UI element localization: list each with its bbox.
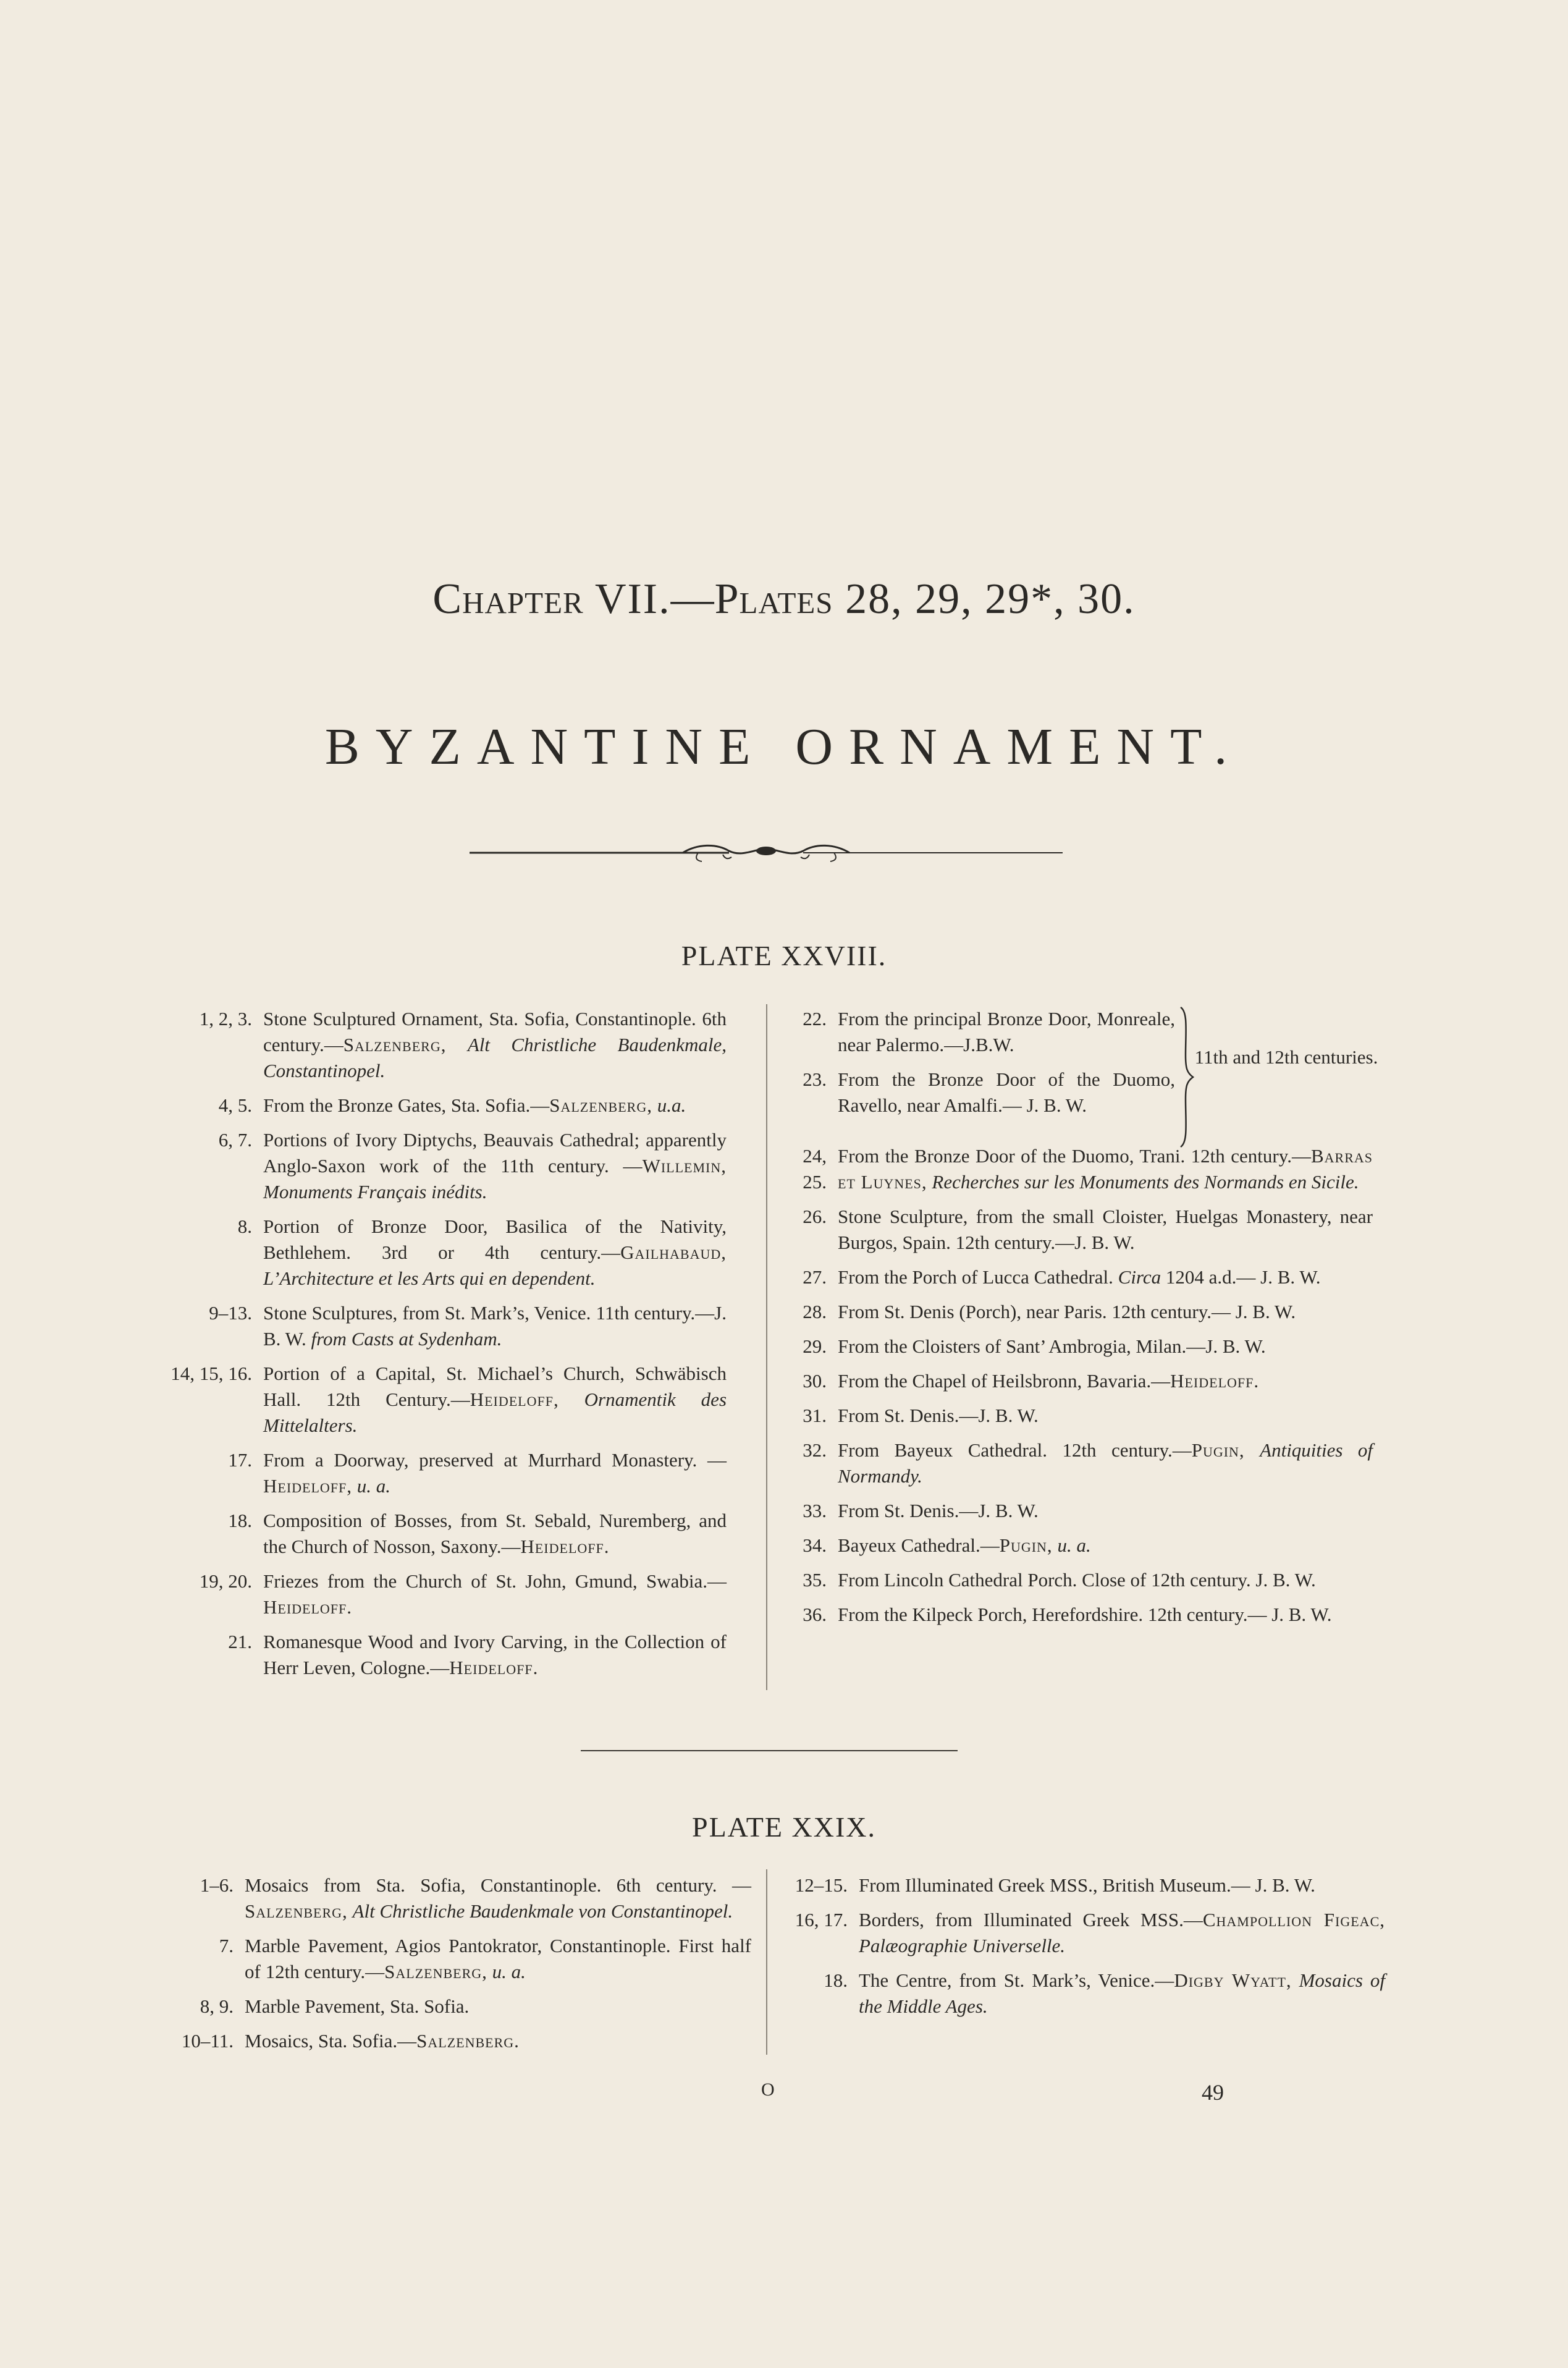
- entry-text: [838, 1567, 1373, 1593]
- list-item: [780, 1498, 1373, 1524]
- chapter-heading: [0, 575, 1568, 624]
- entry-number: 6, 7.: [218, 1129, 252, 1151]
- entry-work-title: Antiquities of Normandy.: [838, 1439, 1373, 1487]
- entry-number: 30.: [803, 1370, 827, 1392]
- list-item: [166, 1568, 727, 1620]
- entry-author: Salzenberg,: [245, 1900, 348, 1922]
- main-title: BYZANTINE ORNAMENT.: [324, 718, 1244, 776]
- entry-work-title: Ornamentik des Mittelalters.: [263, 1389, 727, 1436]
- entry-number: 10–11.: [181, 2030, 234, 2052]
- entry-number: 36.: [803, 1604, 827, 1625]
- entry-number: 22.: [803, 1008, 827, 1030]
- entry-number: 1, 2, 3.: [199, 1008, 252, 1030]
- entry-description: From St. Denis (Porch), near Paris. 12th century.— J. B. W.: [838, 1301, 1296, 1322]
- entry-author: Heideloff.: [263, 1596, 353, 1618]
- entry-description: Portion of Bronze Door, Basilica of the Nativity, Bethlehem. 3rd or 4th century.—: [263, 1216, 727, 1263]
- entry-number: 8, 9.: [200, 1995, 234, 2017]
- entry-number: 9–13.: [209, 1302, 252, 1324]
- entry-number: 29.: [803, 1335, 827, 1357]
- entry-description: From the Cloisters of Sant’ Ambrogia, Milan.—J. B. W.: [838, 1335, 1266, 1357]
- entry-author: Salzenberg,: [384, 1961, 487, 1982]
- entry-number: 16, 17.: [795, 1909, 848, 1930]
- entry-number: 34.: [803, 1534, 827, 1556]
- entry-author: Salzenberg,: [343, 1034, 447, 1055]
- entry-description: From the Bronze Door of the Duomo, Trani. 12th century.—: [838, 1145, 1311, 1167]
- entry-text: [859, 1968, 1385, 2019]
- entry-work-title: Palæographie Universelle.: [859, 1935, 1066, 1956]
- plate-xxix-left-column: [159, 1872, 751, 2063]
- entry-text: [263, 1300, 727, 1352]
- entry-text: [263, 1093, 727, 1118]
- plate-xxviii-right-column: [780, 1143, 1373, 1636]
- list-item: [780, 1437, 1373, 1489]
- entry-number: 28.: [803, 1301, 827, 1322]
- page-number: 49: [1202, 2080, 1224, 2105]
- list-item: [780, 1533, 1373, 1558]
- plate-xxix-heading: PLATE XXIX.: [692, 1811, 876, 1843]
- entry-number: 4, 5.: [218, 1094, 252, 1116]
- entry-description: From St. Denis.—J. B. W.: [838, 1500, 1039, 1521]
- list-item: [780, 1567, 1373, 1593]
- list-item: [159, 1994, 751, 2019]
- entry-author: Pugin,: [999, 1534, 1053, 1556]
- list-item: [159, 1933, 751, 1985]
- entry-description: Mosaics from Sta. Sofia, Constantinople. 6th century. —: [245, 1874, 751, 1896]
- entry-author: Heideloff,: [263, 1475, 353, 1497]
- entry-text: [263, 1214, 727, 1292]
- list-item: [166, 1127, 727, 1205]
- entry-description: Bayeux Cathedral.—: [838, 1534, 1000, 1556]
- list-item: [780, 1907, 1385, 1959]
- entry-text: [263, 1629, 727, 1681]
- entry-work-title: from Casts at Sydenham.: [311, 1328, 502, 1350]
- entry-description: From the Bronze Gates, Sta. Sofia.—: [263, 1094, 550, 1116]
- entry-work-title: Circa: [1118, 1266, 1161, 1288]
- entry-number: 31.: [803, 1405, 827, 1426]
- entry-work-title: u.a.: [657, 1094, 686, 1116]
- entry-description: From the Porch of Lucca Cathedral.: [838, 1266, 1113, 1288]
- entry-description: Portions of Ivory Diptychs, Beauvais Cathedral; apparently Anglo-Saxon work of the 11th century. —: [263, 1129, 727, 1177]
- entry-text: [263, 1568, 727, 1620]
- list-item: [166, 1361, 727, 1439]
- entry-text: [838, 1368, 1373, 1394]
- entry-description: From Bayeux Cathedral. 12th century.—: [838, 1439, 1192, 1461]
- entry-text: [263, 1127, 727, 1205]
- entry-description: Marble Pavement, Sta. Sofia.: [245, 1995, 470, 2017]
- entry-work-title: Alt Christliche Baudenkmale, Constantinopel.: [263, 1034, 727, 1081]
- list-item: [159, 2028, 751, 2054]
- entry-description: Composition of Bosses, from St. Sebald, Nuremberg, and the Church of Nosson, Saxony.—: [263, 1510, 727, 1557]
- list-item: [780, 1067, 1175, 1118]
- list-item: [166, 1093, 727, 1118]
- list-item: [780, 1204, 1373, 1256]
- list-item: [780, 1968, 1385, 2019]
- entry-description: From Illuminated Greek MSS., British Museum.— J. B. W.: [859, 1874, 1315, 1896]
- entry-description: From the principal Bronze Door, Monreale, near Palermo.—J.B.W.: [838, 1008, 1175, 1055]
- entry-text: [838, 1204, 1373, 1256]
- entry-number: 24, 25.: [803, 1145, 827, 1193]
- entry-text: [838, 1498, 1373, 1524]
- entry-number: 27.: [803, 1266, 827, 1288]
- list-item: [166, 1300, 727, 1352]
- entry-description: Marble Pavement, Agios Pantokrator, Constantinople. First half of 12th century.—: [245, 1935, 751, 1982]
- entry-number: 14, 15, 16.: [171, 1363, 252, 1384]
- entry-number: 18.: [824, 1969, 848, 1991]
- entry-text: [838, 1299, 1373, 1325]
- entry-author: Heideloff.: [449, 1657, 539, 1678]
- entry-number: 17.: [228, 1449, 252, 1471]
- entry-author: Salzenberg.: [416, 2030, 520, 2052]
- list-item: [166, 1629, 727, 1681]
- entry-work-title: Monuments Français inédits.: [263, 1181, 487, 1203]
- entry-number: 26.: [803, 1206, 827, 1227]
- entry-text: [838, 1334, 1373, 1359]
- entry-text: [245, 2028, 751, 2054]
- entry-text: [245, 1872, 751, 1924]
- entry-description: From the Chapel of Heilsbronn, Bavaria.—: [838, 1370, 1171, 1392]
- entry-number: 35.: [803, 1569, 827, 1591]
- bracket-note: 11th and 12th centuries.: [1194, 1046, 1378, 1068]
- list-item: [780, 1602, 1373, 1628]
- entry-number: 33.: [803, 1500, 827, 1521]
- list-item: [780, 1872, 1385, 1898]
- entry-text: [838, 1533, 1373, 1558]
- entry-text: [859, 1907, 1385, 1959]
- entry-author: Heideloff.: [1170, 1370, 1260, 1392]
- entry-description: Stone Sculptures, from St. Mark’s, Venice. 11th century.—J. B. W.: [263, 1302, 727, 1350]
- entry-work-title: L’Architecture et les Arts qui en dependent.: [263, 1267, 596, 1289]
- plate-xxviii-left-column: [166, 1006, 727, 1689]
- entry-description: The Centre, from St. Mark’s, Venice.—: [859, 1969, 1174, 1991]
- list-item: [780, 1334, 1373, 1359]
- entry-text: [263, 1006, 727, 1084]
- curly-brace-icon: [1177, 1006, 1195, 1148]
- chapter-number: VII.: [594, 575, 671, 623]
- entry-author: Salzenberg,: [549, 1094, 652, 1116]
- list-item: [166, 1006, 727, 1084]
- entry-text: [838, 1437, 1373, 1489]
- entry-number: 1–6.: [200, 1874, 234, 1896]
- entry-text: [263, 1447, 727, 1499]
- column-divider: [766, 1004, 767, 1690]
- list-item: [166, 1214, 727, 1292]
- entry-author: Gailhabaud,: [620, 1241, 727, 1263]
- entry-suffix: 1204 a.d.— J. B. W.: [1161, 1266, 1321, 1288]
- list-item: [780, 1403, 1373, 1429]
- entry-number: 23.: [803, 1068, 827, 1090]
- entry-number: 32.: [803, 1439, 827, 1461]
- entry-text: [263, 1361, 727, 1439]
- entry-text: [838, 1403, 1373, 1429]
- entry-description: Portion of a Capital, St. Michael’s Church, Schwäbisch Hall. 12th Century.—: [263, 1363, 727, 1410]
- entry-description: Borders, from Illuminated Greek MSS.—: [859, 1909, 1203, 1930]
- plate-xxix-right-column: [780, 1872, 1385, 2028]
- entry-text: [838, 1067, 1175, 1118]
- signature-mark: O: [761, 2079, 775, 2100]
- entry-description: Mosaics, Sta. Sofia.—: [245, 2030, 417, 2052]
- plate-xxviii-heading: PLATE XXVIII.: [681, 940, 887, 971]
- entry-work-title: u. a.: [492, 1961, 526, 1982]
- entry-description: From the Kilpeck Porch, Herefordshire. 12th century.— J. B. W.: [838, 1604, 1332, 1625]
- entry-author: Champollion Figeac,: [1202, 1909, 1385, 1930]
- entry-text: [245, 1994, 751, 2019]
- entry-text: [838, 1264, 1373, 1290]
- entry-description: Friezes from the Church of St. John, Gmund, Swabia.—: [263, 1570, 727, 1592]
- entry-author: Willemin,: [642, 1155, 727, 1177]
- list-item: [166, 1508, 727, 1560]
- entry-number: 8.: [237, 1216, 252, 1237]
- ornamental-flourish-icon: [470, 837, 1063, 868]
- chapter-word: Chapter: [432, 575, 584, 623]
- entry-number: 12–15.: [795, 1874, 848, 1896]
- column-divider: [766, 1869, 767, 2055]
- entry-work-title: Alt Christliche Baudenkmale von Constantinopel.: [352, 1900, 733, 1922]
- entry-author: Digby Wyatt,: [1174, 1969, 1292, 1991]
- entry-author: Barras et Luynes,: [838, 1145, 1373, 1193]
- entry-number: 21.: [228, 1631, 252, 1652]
- entry-description: Stone Sculpture, from the small Cloister, Huelgas Monastery, near Burgos, Spain. 12th century.—J. B. W.: [838, 1206, 1373, 1253]
- plates-word: —Plates: [670, 575, 833, 623]
- entry-work-title: Mosaics of the Middle Ages.: [859, 1969, 1385, 2017]
- entry-text: [838, 1006, 1175, 1058]
- entry-author: Pugin,: [1191, 1439, 1245, 1461]
- entry-text: [245, 1933, 751, 1985]
- section-divider: [581, 1750, 958, 1751]
- entry-text: [263, 1508, 727, 1560]
- entry-number: 19, 20.: [199, 1570, 252, 1592]
- entry-description: From St. Denis.—J. B. W.: [838, 1405, 1039, 1426]
- list-item: [780, 1264, 1373, 1290]
- entry-work-title: u. a.: [1057, 1534, 1091, 1556]
- entry-description: Romanesque Wood and Ivory Carving, in the Collection of Herr Leven, Cologne.—: [263, 1631, 727, 1678]
- entry-description: Stone Sculptured Ornament, Sta. Sofia, Constantinople. 6th century.—: [263, 1008, 727, 1055]
- entry-number: 18.: [228, 1510, 252, 1531]
- entry-description: From the Bronze Door of the Duomo, Ravello, near Amalfi.— J. B. W.: [838, 1068, 1175, 1116]
- list-item: [780, 1006, 1175, 1058]
- list-item: [166, 1447, 727, 1499]
- plate-numbers: 28, 29, 29*, 30.: [845, 575, 1136, 623]
- entry-work-title: u. a.: [356, 1475, 391, 1497]
- plate-xxviii-bracket-group: [780, 1006, 1175, 1127]
- entry-text: [838, 1143, 1373, 1195]
- list-item: [780, 1143, 1373, 1195]
- entry-text: [859, 1872, 1385, 1898]
- list-item: [159, 1872, 751, 1924]
- list-item: [780, 1299, 1373, 1325]
- entry-number: 7.: [219, 1935, 234, 1956]
- entry-author: Heideloff.: [520, 1536, 610, 1557]
- entry-description: From a Doorway, preserved at Murrhard Monastery. —: [263, 1449, 727, 1471]
- entry-author: Heideloff,: [470, 1389, 559, 1410]
- list-item: [780, 1368, 1373, 1394]
- entry-work-title: Recherches sur les Monuments des Normands en Sicile.: [932, 1171, 1359, 1193]
- entry-description: From Lincoln Cathedral Porch. Close of 12th century. J. B. W.: [838, 1569, 1316, 1591]
- entry-text: [838, 1602, 1373, 1628]
